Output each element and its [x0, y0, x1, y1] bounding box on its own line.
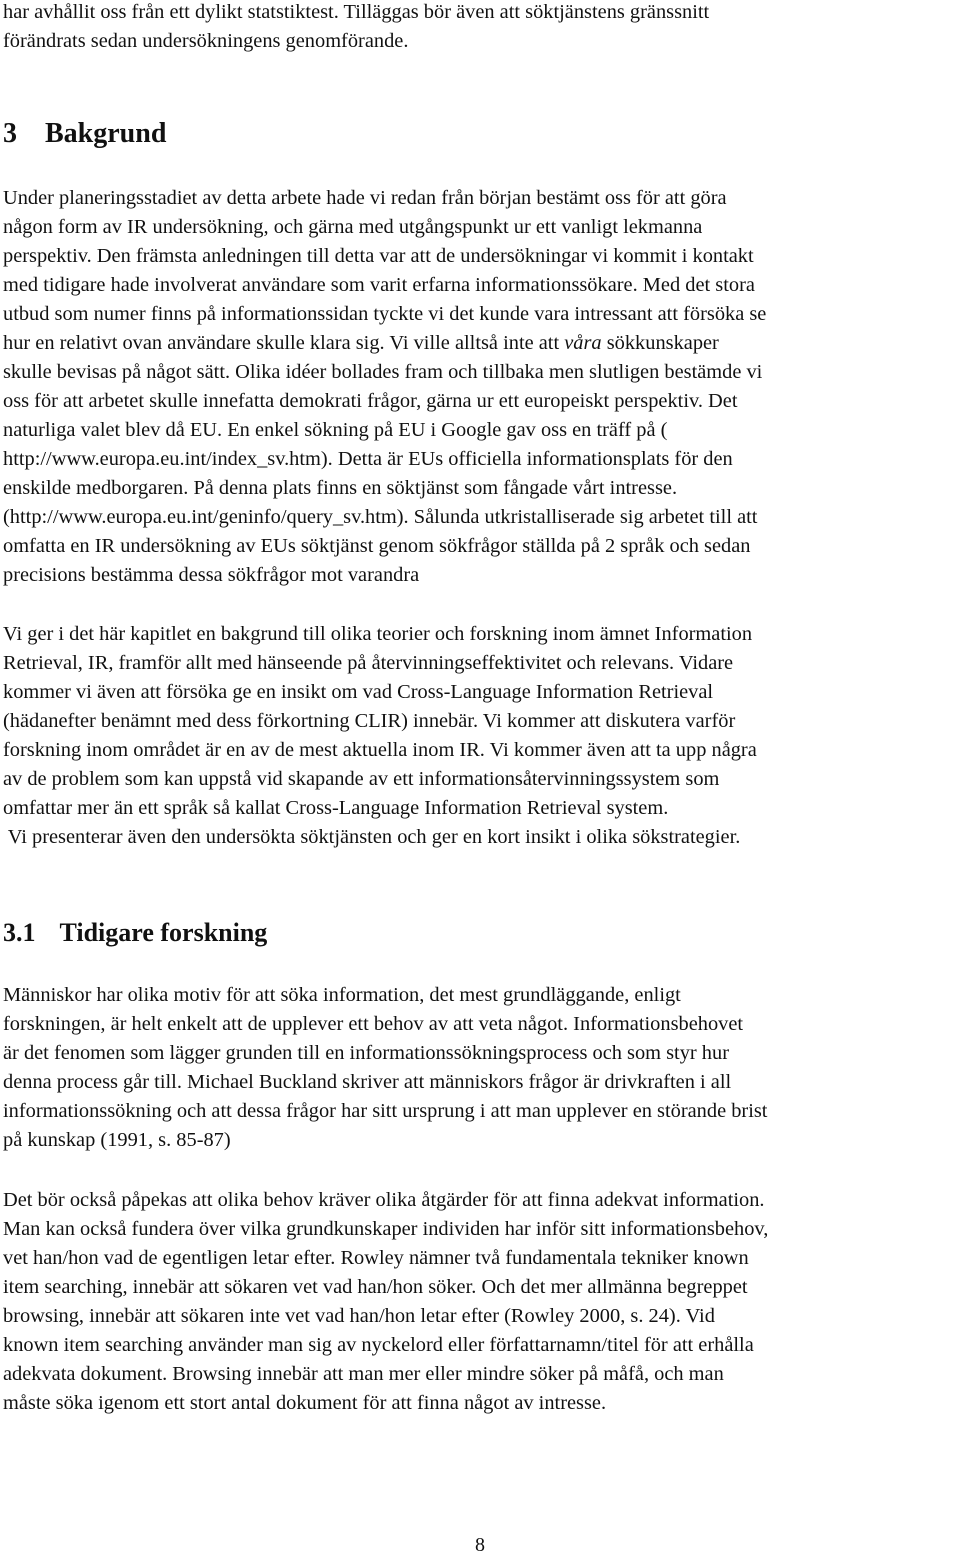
body-line: precisions bestämma dessa sökfrågor mot varandra: [3, 564, 420, 586]
body-line: omfattar mer än ett språk så kallat Cross-Language Information Retrieval system.: [3, 797, 669, 819]
body-line: informationssökning och att dessa frågor har sitt ursprung i att man upplever en störande brist: [3, 1100, 768, 1122]
body-line: måste söka igenom ett stort antal dokument för att finna något av intresse.: [3, 1392, 607, 1414]
body-line: någon form av IR undersökning, och gärna med utgångspunkt ur ett vanligt lekmanna: [3, 216, 703, 238]
page-number: 8: [475, 1534, 485, 1556]
body-text: sökkunskaper: [601, 332, 719, 354]
body-line: oss för att arbetet skulle innefatta demokrati frågor, gärna ur ett europeiskt perspektiv. Det: [3, 390, 738, 412]
body-line: known item searching använder man sig av nyckelord eller författarnamn/titel för att erhålla: [3, 1334, 754, 1356]
body-line: kommer vi även att försöka ge en insikt om vad Cross-Language Information Retrieval: [3, 681, 714, 703]
body-line: naturliga valet blev då EU. En enkel sökning på EU i Google gav oss en träff på (: [3, 419, 668, 441]
section-heading-3-1: [3, 917, 267, 949]
body-line: perspektiv. Den främsta anledningen till detta var att de undersökningar vi kommit i kontakt: [3, 245, 754, 267]
body-line: (hädanefter benämnt med dess förkortning CLIR) innebär. Vi kommer att diskutera varför: [3, 710, 736, 732]
body-line: vet han/hon vad de egentligen letar efter. Rowley nämner två fundamentala tekniker known: [3, 1247, 749, 1269]
body-line: med tidigare hade involverat användare som varit erfarna informationssökare. Med det stora: [3, 274, 755, 296]
body-line: Det bör också påpekas att olika behov kräver olika åtgärder för att finna adekvat information.: [3, 1189, 765, 1211]
body-line: skulle bevisas på något sätt. Olika idéer bollades fram och tillbaka men slutligen bestämde vi: [3, 361, 763, 383]
intro-line: har avhållit oss från ett dylikt statstiktest. Tilläggas bör även att söktjänstens gränssnitt: [3, 1, 710, 23]
intro-line: förändrats sedan undersökningens genomförande.: [3, 30, 409, 52]
body-line: browsing, innebär att sökaren inte vet vad han/hon letar efter (Rowley 2000, s. 24). Vid: [3, 1305, 715, 1327]
body-line: forskningen, är helt enkelt att de upplever ett behov av att veta något. Informationsbehovet: [3, 1013, 744, 1035]
body-line: Man kan också fundera över vilka grundkunskaper individen har inför sitt informationsbehov,: [3, 1218, 769, 1240]
body-line: adekvata dokument. Browsing innebär att man mer eller mindre söker på måfå, och man: [3, 1363, 724, 1385]
body-line: denna process går till. Michael Buckland skriver att människors frågor är drivkraften i all: [3, 1071, 732, 1093]
body-line: är det fenomen som lägger grunden till en informationssökningsprocess och som styr hur: [3, 1042, 729, 1064]
body-line: Människor har olika motiv för att söka information, det mest grundläggande, enligt: [3, 984, 681, 1006]
body-line: av de problem som kan uppstå vid skapande av ett informationsåtervinningssystem som: [3, 768, 720, 790]
section-title: Bakgrund: [45, 118, 167, 149]
body-text: hur en relativt ovan användare skulle klara sig. Vi ville alltså inte att: [3, 332, 565, 354]
body-line: item searching, innebär att sökaren vet vad han/hon söker. Och det mer allmänna begreppet: [3, 1276, 748, 1298]
body-line: (http://www.europa.eu.int/geninfo/query_sv.htm). Sålunda utkristalliserade sig arbetet till att: [3, 506, 758, 528]
body-line: Under planeringsstadiet av detta arbete hade vi redan från början bestämt oss för att göra: [3, 187, 727, 209]
section-number: 3.1: [3, 918, 36, 947]
body-line: utbud som numer finns på informationssidan tyckte vi det kunde vara intressant att försöka se: [3, 303, 767, 325]
section-number: 3: [3, 118, 17, 149]
body-line: Retrieval, IR, framför allt med hänseende på återvinningseffektivitet och relevans. Vidare: [3, 652, 734, 674]
body-line-with-italic: [3, 331, 719, 355]
italic-word: våra: [564, 332, 602, 354]
body-line: omfatta en IR undersökning av EUs söktjänst genom sökfrågor ställda på 2 språk och sedan: [3, 535, 751, 557]
body-line: http://www.europa.eu.int/index_sv.htm). Detta är EUs officiella informationsplats för den: [3, 448, 733, 470]
body-line: på kunskap (1991, s. 85-87): [3, 1129, 231, 1151]
section-title: Tidigare forskning: [59, 918, 268, 947]
body-line: Vi presenterar även den undersökta söktjänsten och ger en kort insikt i olika sökstrategier.: [3, 826, 741, 848]
body-line: forskning inom området är en av de mest aktuella inom IR. Vi kommer även att ta upp några: [3, 739, 757, 761]
section-heading-3: [3, 118, 166, 150]
body-line: Vi ger i det här kapitlet en bakgrund till olika teorier och forskning inom ämnet Information: [3, 623, 753, 645]
body-line: enskilde medborgaren. På denna plats finns en söktjänst som fångade vårt intresse.: [3, 477, 678, 499]
